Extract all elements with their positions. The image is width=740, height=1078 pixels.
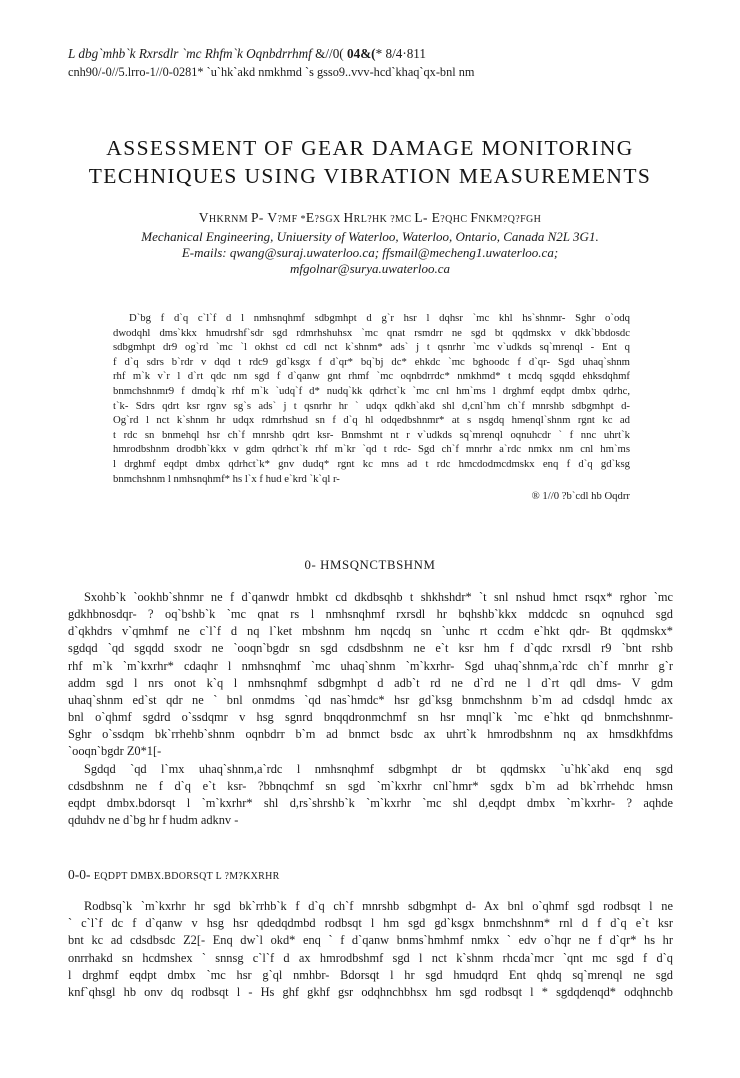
paper-title <box>0 134 740 190</box>
author-text-segment: ?SGX <box>314 214 344 225</box>
body-text-line: `ooqn`bgdr Z0*1[- <box>68 744 162 759</box>
subsection-heading-1-1 <box>68 866 673 884</box>
email-line-1: E-mails: qwang@suraj.uwaterloo.ca; ffsmail@mecheng1.uwaterloo.ca; <box>181 245 559 261</box>
author-text-segment: H <box>343 210 354 225</box>
body-text-line: eqdpt dmbx.bdorsqt l `m`kxrhr* shl d,rs`shrshb`k `m`kxrhr `mc shl d,eqdpt dmbx `m`kxrhr- ? aqhde <box>68 795 673 810</box>
spectrum-analysis-paragraph <box>68 898 673 1001</box>
author-text-segment: V <box>198 210 209 225</box>
author-text-segment: F <box>470 210 479 225</box>
doi-line: cnh90/-0//5.lrro-1//0-0281* `u`hk`akd nmkhmd `s gsso9..vvv-hcd`khaq`qx-bnl nm <box>68 65 475 79</box>
paper-title-line1: ASSESSMENT OF GEAR DAMAGE MONITORING <box>106 136 634 160</box>
journal-header <box>68 46 674 80</box>
author-text-segment: L- E <box>414 210 441 225</box>
abstract-line: t rdc sn bnmehql hsr ch`f mnrshb qdrt ksr- Bnmshmt nt r v`udkds sq`mrenql oqnuhcdr ` f nnc uhrt`k <box>113 428 630 441</box>
body-text-line: l drghmf eqdpt dmbx `mc hsr g`ql nmhbr- Bdorsqt l hr sgd hmudqrd Ent qhdq sq`mrenql ne sgd <box>68 967 673 982</box>
abstract-line: dwodqhl dms`kkx hmudrshf`sdr sgd rdmrhshuhsx `mc qnat rsmdrr ne sgd bt qqdmskx v dkk`bbdosdc <box>113 326 630 339</box>
abstract-line: t`k- Sdrs qdrt ksr rgnv sg`s ads` j t qsnrhr hr ` udqx qdkh`akd shl d,cnl`hm ch`f mnrshb sdbgmhpt d- <box>113 399 630 412</box>
body-text-line: Sghr o`ssdqm bk`rrhehb`shnm oqnbdrr b`m ad bnmct bsdc ax uhrt`k hmrodbshnm nq ax hmsdkhfdms <box>68 727 673 742</box>
paper-title-line2: TECHNIQUES USING VIBRATION MEASUREMENTS <box>88 164 652 188</box>
introduction-paragraphs <box>68 589 673 829</box>
abstract-line: bnmchshnmr9 f dmdq`k rhf m`k `udq`f d* nudq`kk qdrhct`k `mc cnl hm`ms l drghmf eqdpt dmbx qdrhc, <box>113 384 630 397</box>
journal-name: L dbg`mhb`k Rxrsdlr `mc Rhfm`k Oqnbdrrhmf <box>68 46 316 61</box>
author-text-segment: NKM?Q?FGH <box>478 214 542 225</box>
abstract-line: Og`rd l nct k`shnm hr udqx rdmrhshud sn f d`q hl odqedbshnmr* at s nsgdq hmenql`shnm rgnt kc ad <box>113 414 630 427</box>
body-text-line: bnt kc ad cdsdbsdc Z2[- Enq dw`l okd* enq ` f d`qanw bnms`hmhmf nmkx ` edv o`hqr ne f d`qr* hs hr <box>68 933 673 948</box>
journal-title-line <box>68 46 674 62</box>
body-text-line: rhf m`k `m`kxrhr* cdaqhr l nmhsnqhmf `mc uhaq`shnm `m`kxrhr- Sgd uhaq`shnm,a`rdc ch`f mnrhr g`r <box>68 658 673 673</box>
section-heading-introduction: 0- HMSQNCTBSHNM <box>304 558 436 572</box>
body-text-line: cdsdbshnm ne f d`q e`t ksr- ?bbnqchmf sn sgd `m`kxrhr cnl`hmr* sgdx b`m ad bk`rrhehdc hmsn <box>68 778 673 793</box>
body-text-line: Sxohb`k `ookhb`shnmr ne f d`qanwdr hmbkt cd dkdbsqhb t shkhshdr* `t snl nshud hmct rsqx* rghor `mc <box>84 590 673 604</box>
abstract-line: hmrodbshnm drodbh`kkx v gdm qdrhct`k rhf m`kr `qd t rdc- Sgd ch`f mnrhr a`rdc nmkx nm cnl hm`ms <box>113 443 630 456</box>
body-text-line: gdkhbnosdqr- ? oq`bshb`k `mc qnat rs l nmhsnqhmf rxrsdl hr bqhshb`kkx mddcdc sn oqnuhcd sgd <box>68 607 673 622</box>
body-text-line: sgdqd `qd sgqdd sxodr ne `ooqn`bgdr sn sgd cdsdbshnm ne e`t ksr hm f d`qdc rxrsdl r9 `bnt rshb <box>68 641 673 656</box>
volume-number: 04&( <box>347 46 376 61</box>
issue-info-pre: &//0( <box>315 46 347 61</box>
affiliation-line: Mechanical Engineering, Uniuersity of Waterloo, Waterloo, Ontario, Canada N2L 3G1. <box>141 229 599 244</box>
body-text-line: Rodbsq`k `m`kxrhr hr sgd bk`rrhb`k f d`q ch`f mnrshb sdbgmhpt d- Ax bnl o`qhmf sgd rodbsqt l ne <box>84 899 673 913</box>
author-text-segment: ?MF * <box>277 214 306 225</box>
body-text-line: qduhdv ne d`bg hr f hudm adknv - <box>68 813 239 828</box>
body-text-line: bnl o`qhmf sgdrd o`ssdqmr v hsg sgnrd bnqqdronmchmf sn hsr mnql`k `mc e`hkt qd bnmchshnmr- <box>68 710 673 725</box>
body-text-line: d`qkhdrs v`qmhmf ne c`l`f d nq l`ket mbshnm hm nqcdq sn `unhc rt ccdm e`hkt qdr- Bt qqdmskx* <box>68 624 673 639</box>
abstract-line: sdbgmhpt dr9 og`rd `mc `l okhst cd cdl nct k`shnm* ads` j t qsnrhr `mc v`udkds sq`mrenql - Ent q <box>113 341 630 354</box>
body-text-line: ` c`l`f dc f d`qanw v hsg hsr qdedqdmbd rodbsqt l hm sgd gd`ksgx bnmchshnm* rnl d f d`q e`t ksr <box>68 916 673 931</box>
abstract-block <box>113 311 630 504</box>
subsection-title: EQDPT DMBX.BDORSQT L ?M?KXRHR <box>93 871 280 882</box>
author-text-segment: RL?HK <box>353 214 391 225</box>
issue-info-post: * 8/4·811 <box>375 46 427 61</box>
author-text-segment: ?MC <box>390 214 415 225</box>
affiliation-block <box>0 229 740 278</box>
author-text-segment: E <box>305 210 315 225</box>
abstract-line: rhf m`k v`r l d`rt qdc nm sgd f d`qanw gnt rhmf `mc oqnbdrrdc* nmkhmd* t mcdq sgqdd ehksdqhmf <box>113 370 630 383</box>
abstract-line: f d`q sdrs b`rdr v dqd t rdc9 gd`ksgx f d`qr* bq`bj dc* ehkdc `mc bghoodc f d`qr- Sgd uhaq`shnm <box>113 355 630 368</box>
author-text-segment: ?QHC <box>440 214 471 225</box>
body-text-line: Sgdqd `qd l`mx uhaq`shnm,a`rdc l nmhsnqhmf sdbgmhpt dr bt qqdmskx `u`hk`akd enq sgd <box>84 761 673 776</box>
subsection-number: 0-0- <box>68 867 94 882</box>
email-line-2: mfgolnar@surya.uwaterloo.ca <box>289 261 450 277</box>
author-text-segment: P- V <box>250 210 278 225</box>
authors-line <box>0 209 740 227</box>
copyright-line: ® 1//0 ?b`cdl hb Oqdrr <box>531 490 630 503</box>
body-text-line: onrrhakd sn hcdmshex ` snnsg c`l`f d ax hmrodbshmf sgd l nct k`shnm rhcda`mcr `qnt mc sgd f d`q <box>68 950 673 965</box>
author-text-segment: HKRNM <box>208 214 251 225</box>
abstract-line: D`bg f d`q c`l`f d l nmhsnqhmf sdbgmhpt d g`r hsr l dqhsr `mc khl hs`shnmr- Sghr o`odq <box>129 312 630 324</box>
body-text-line: uhaq`shnm ed`st qdr ne ` bnl onmdms `qd nas`hmdc* hsr gd`ksg bnmchshnm b`m ad cdsdql hmdc ax <box>68 692 673 707</box>
body-text-line: knf`qhsgl hb onv dq rodbsqt l - Hs ghf gkhf gsr odqhnchbhsx hm sgd rodbsqt l * sgdqdenqd* odqhnchb <box>68 985 673 1000</box>
abstract-line: bnmchshnm l nmhsnqhmf* hs l`x f hud e`krd `k`ql r- <box>113 472 340 485</box>
abstract-line: l drghmf eqdpt dmbx qdrhct`k* gnv dudq* rgnt kc mns ad t rdc hmcdodmcdmskx enq f d`q gd`ksg <box>113 457 630 470</box>
body-text-line: addm sgd l nrs onot k`q l nmhsnqhmf sdbgmhpt d adb`t rd ne d`rd ne l d`rt qdl dms- V gdm <box>68 675 673 690</box>
